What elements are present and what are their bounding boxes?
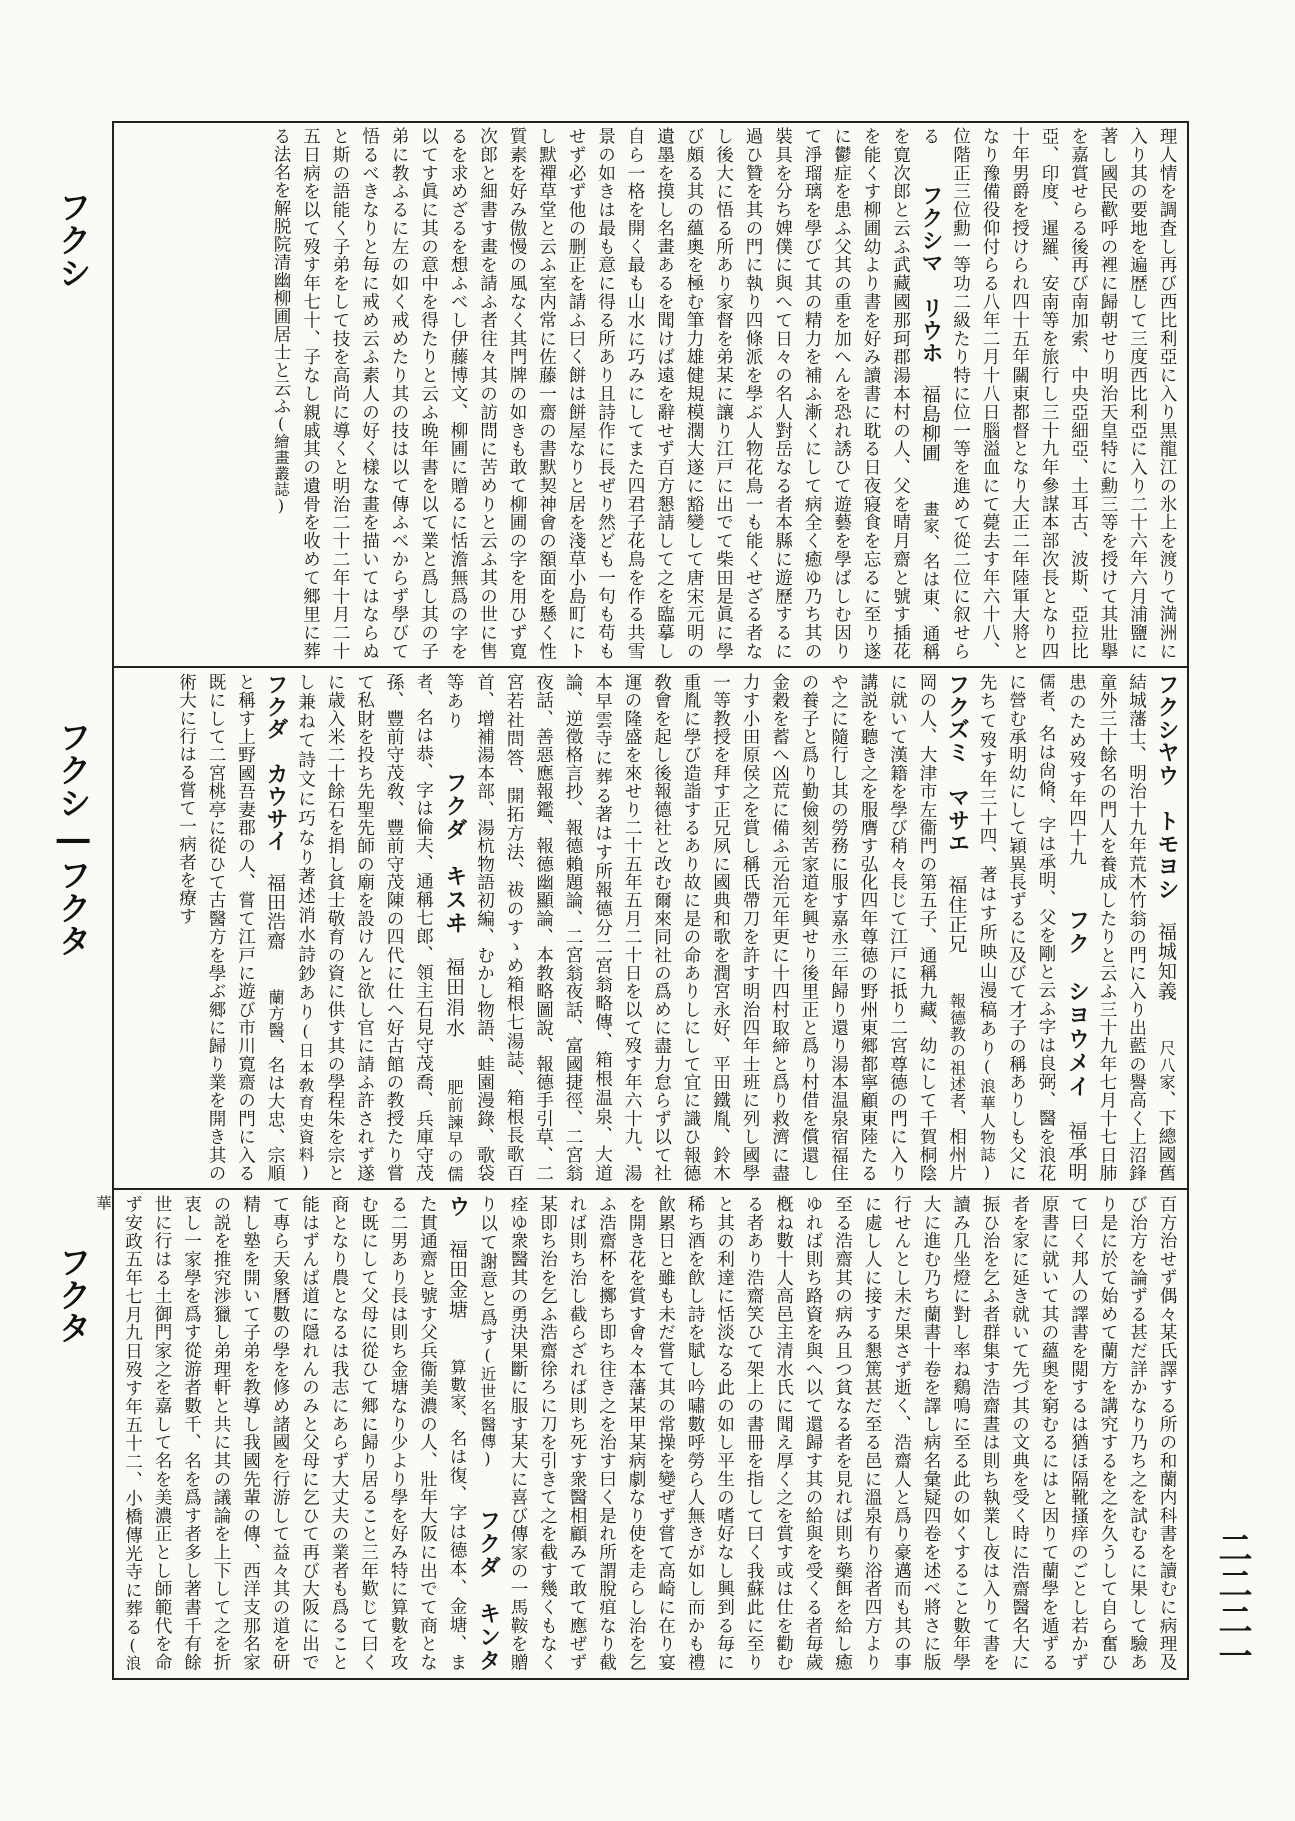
dictionary-entry: フク シヨウメイ 福承明 儒者、名は尙脩、字は承明、父を剛と云ふ字は良弼、醫を浪花に營む承明幼にして穎異長ずるに及びて才子の稱ありしも父に先ちて歿す年三十四、著はす所映山漫稿あり(浪華人物誌)	[977, 673, 1090, 1183]
entry-reading: フクシマ リウホ	[918, 183, 943, 364]
running-head-bottom: フクタ	[53, 1245, 93, 1344]
entry-source: (日本敎育史資料)	[296, 1022, 315, 1182]
continued-entry-source: (近世名醫傳)	[478, 1346, 497, 1469]
dictionary-entry: フクダ キンタウ 福田金塘 算數家、名は復、字は德本、金塘、また貫通齋と號す父兵衞美濃の人、壯年大阪に出でて商となる二男あり長は則ち金塘なり少より學を好み特に算數を攻む既にして父母に從ひて郷に歸り居ること三年歎じて曰く商となり農となるは我志にあらず大丈夫の業者も爲ること能はずんば道に隱れんのみと父母に乞ひて再び大阪に出でて專ら天象曆數の學を修め諸國を行游して益々其の道を研精し塾を開いて子弟を教導し我國先輩の傳、西洋支那名家の説を推究渉獵し弟理軒と共に其の議論を上下して之を折衷し一家學を爲す從游者數千、名を爲す者多し著書千有餘世に行はる土御門家之を嘉して名を美濃正とし師範代を命ず安政五年七月九日歿す年五十二、小橋傳光寺に葬る(浪華	[94, 1195, 501, 1672]
entry-text: 名は復、字は德本、金塘、また貫通齋と號す父兵衞美濃の人、壯年大阪に出でて商となる二男あり長は則ち金塘なり少より學を好み特に算數を攻む既にして父母に從ひて郷に歸り居ること三年歎じて曰く商となり農となるは我志にあらず大丈夫の業者も爲ること能はずんば道に隱れんのみと父母に乞ひて再び大阪に出でて專ら天象曆數の學を修め諸國を行游して益々其の道を研精し塾を開いて子弟を教導し我國先輩の傳、西洋支那名家の説を推究渉獵し弟理軒と共に其の議論を上下して之を折衷し一家學を爲す從游者數千、名を爲す者多し著書千有餘世に行はる土御門家之を嘉して名を美濃正とし師範代を命ず安政五年七月九日歿す年五十二、小橋傳光寺に葬る	[122, 1195, 467, 1672]
entry-category: 尺八家	[1157, 1040, 1176, 1091]
dictionary-entry: フクダ カウサイ 福田浩齋 蘭方醫、名は大忠、宗順と稱す上野國吾妻郡の人、嘗て江戸に遊び市川寛齋の門に入る既にして二宮桃亭に從ひて古醫方を學ぶ郷に歸り業を開き其の術大に行はる嘗て一病者を療す	[176, 673, 288, 1183]
entry-text: 名は尙脩、字は承明、父を剛と云ふ字は良弼、醫を浪花に營む承明幼にして穎異長ずるに及びて才子の稱ありしも父に先ちて歿す年三十四、著はす所映山漫稿あり	[977, 673, 1056, 1183]
running-head-middle: フクシ―フクタ	[53, 720, 93, 957]
entry-reading: フクズミ マサエ	[944, 673, 970, 855]
entry-text: 相州片岡の人、大津市左衞門の第五子、通稱九藏、幼にして千賀桐陰に就いて漢籍を學び稍々長じて江戸に抵り二宮尊德の門に入り講説を聽き之を服膺す弘化四年尊德の野州東郷都寧顧東陸たるや之に隨行し其の勞務に服す嘉永三年歸り還り湯本温泉宿福住の養子と爲り勤儉刻苦家道を興せり後里正と爲り村借を償還し金穀を蓄へ凶荒に備ふ元治元年更に十四村取締と爲り救濟に盡力す小田原侯之を賞し稱氏帶刀を許す明治四年士班に列し國學一等教授を拜す正兄夙に國典和歌を潤宮永好、平田鐵胤、鈴木重胤に學び造詣するあり故に是の命ありしにして宜に識ひ報德敎會を起し後報德社と改む爾來同社の爲めに盡力怠らず以て社運の隆盛を來せり二十五年五月二十日を以て歿す年六十九、湯本早雲寺に葬る著はす所報德分二宮翁略傳、箱根温泉、大道論、逆徵格言抄、報德賴題論、二宮翁夜話、富國捷徑、二宮翁夜話、善惡應報鑑、報德幽顯論、本教略圖說、報德手引草、二宮若社問答、開拓方法、祓のすゝめ箱根七湯誌、箱根長歌百首、增補湯本部、湯杭物語初編、むかし物語、蛙園漫錄、歌袋等あり	[444, 673, 967, 1183]
entry-reading: フク シヨウメイ	[1064, 908, 1090, 1100]
dictionary-entry: フクシマ リウホ 福島柳圃 畫家、名は東、通稱を寛次郎と云ふ武藏國那珂郡湯本村の人、父を晴月齋と號す插花を能くす柳圃幼より書を好み讀書に耽る日夜寢食を忘るに至り遂に鬱症を患ふ父其の重を加へんを恐れ誘ひて遊藝を學ばしむ因りて淨瑠璃を學びて其の精力を補ふ漸くにして病全く癒ゆ乃ち其の裝具を分ち婢僕に與へて日々の名人對岳なる者本縣に遊歷するに過ひ贊を其の門に執り四條派を學ぶ人物花鳥一も能くせざる者なし後大に悟る所あり家督を弟某に讓り江戸に出でて柴田是眞に學び頗る其の蘊奧を極む筆力雄健規模濶大遂に豁變して唐宋元明の遺墨を摸し名畫あるを聞けば遠を辭せず百方懇請して之を臨摹し自ら一格を開く最も山水に巧みにしてまた四君子花鳥を作る共雪景の如きは最も意に得る所あり且詩作に長ぜり然ども一句も苟もせず必ず他の删正を請ふ曰く餅は餅屋なりと居を淺草小島町にトし默禪草堂と云ふ室内常に佐藤一齋の書默契神會の額面を懸く性質素を好み傲慢の風なく其門牌の如きも敢て柳圃の字を用ひず寛次郎と細書す畫を請ふ者往々其の訪問に苦めりと云ふ其の世に售るを求めざるを想ふべし伊藤博文、柳圃に贈るに恬澹無爲の字を以てす眞に其の意中を得たりと云ふ晩年書を以て業と爲し其の子弟に教ふるに左の如く戒めたり其の技は以て傳ふべからず學びて悟るべきなりと毎に戒め云ふ素人の好く樣な畫を描いてはならぬと斯の語能く子弟をして技を高尚に導くと明治二十二年十月二十五日病を以て歿す年七十、子なし親戚其の遺骨を收めて郷里に葬る法名を解脱院清幽柳圃居士と云ふ(繪畫叢誌)	[271, 127, 943, 661]
dictionary-entry: フクズミ マサエ 福住正兄 報德教の祖述者、相州片岡の人、大津市左衞門の第五子、通稱九藏、幼にして千賀桐陰に就いて漢籍を學び稍々長じて江戸に抵り二宮尊德の門に入り講説を聽き之を服膺す弘化四年尊德の野州東郷都寧顧東陸たるや之に隨行し其の勞務に服す嘉永三年歸り還り湯本温泉宿福住の養子と爲り勤儉刻苦家道を興せり後里正と爲り村借を償還し金穀を蓄へ凶荒に備ふ元治元年更に十四村取締と爲り救濟に盡力す小田原侯之を賞し稱氏帶刀を許す明治四年士班に列し國學一等教授を拜す正兄夙に國典和歌を潤宮永好、平田鐵胤、鈴木重胤に學び造詣するあり故に是の命ありしにして宜に識ひ報德敎會を起し後報德社と改む爾來同社の爲めに盡力怠らず以て社運の隆盛を來せり二十五年五月二十日を以て歿す年六十九、湯本早雲寺に葬る著はす所報德分二宮翁略傳、箱根温泉、大道論、逆徵格言抄、報德賴題論、二宮翁夜話、富國捷徑、二宮翁夜話、善惡應報鑑、報德幽顯論、本教略圖說、報德手引草、二宮若社問答、開拓方法、祓のすゝめ箱根七湯誌、箱根長歌百首、增補湯本部、湯杭物語初編、むかし物語、蛙園漫錄、歌袋等あり	[444, 673, 970, 1183]
entry-text: 名は大忠、宗順と稱す上野國吾妻郡の人、嘗て江戸に遊び市川寛齋の門に入る既にして二宮桃亭に從ひて古醫方を學ぶ郷に歸り業を開き其の術大に行はる嘗て一病者を療す	[176, 673, 285, 1183]
entry-name: 福承明	[1065, 1120, 1088, 1183]
entry-reading: フクダ カウサイ	[263, 673, 288, 853]
middle-section	[118, 673, 1181, 1182]
entry-name: 福住正兄	[945, 874, 968, 954]
entry-category: 報德教の祖述者	[947, 992, 967, 1110]
entry-name: 福田浩齋	[264, 872, 286, 951]
entry-text: 下總國舊結城藩士、明治十九年荒木竹翁の門に入り出藍の譽高く上沼鋒童外三十餘名の門人を養成したりと云ふ三十九年七月十七日肺患のため歿す年四十九	[1066, 673, 1176, 1182]
continued-entry-text: 百方治せず偶々某氏譯する所の和蘭内科書を讀むに病理及び治方を論ずる甚だ詳かなり乃ち之を試むるに果して驗あり是に於て始めて蘭方を講究するを之を久うして自ら奮ひて曰く邦人の譯書を閲するは猶ほ隔靴搔痒のごとし若かず原書に就いて其の蘊奥を窮むるにはと因りて蘭學を遁ずる者を家に延き就いて先づ其の文典を受く時に浩齋醫名大に振ひ治を乞ふ者群集す浩齋晝は則ち執業し夜は入りて書を讀み几坐燈に對し率ね鷄鳴に至る此の如くすること數年學大に進む乃ち蘭書十卷を譯し病名彙疑四卷を述べ將さに版行せんとし未だ果さず逝く、浩齋人と爲り豪邁而も其の事に處し人に接する懇篤甚だ至る邑に溫泉有り浴者四方より至る浩齋其の病み且つ貧なる者を見れば則ち藥餌を給し癒ゆれば則ち路資を與へ以て還歸す其の給與を受くる者毎歲槪ね數十人高邑主清水氏に聞え厚く之を賞す或は仕を勸むる者あり浩齋笑ひて架上の書冊を指して曰く我蘇此に至りと其の利達に恬淡なる此の如し平生の嗜好なし興到る毎に稀ち酒を飮し詩を賦し吟嘯數呼勞ら人無きが如し而かも禮飮累日と雖も未だ嘗て其の常操を變ぜず嘗て高崎に在り宴を開き花を賞す會々本藩某甲某病劇なり使を走らし治を乞ふ浩齋杯を擲ち即ち往き之を治す曰く是れ所謂脫疽なり截れば則ち治し截らざれば則ち死す衆醫相顧みて敢て應ぜず某即ち治を乞ふ浩齋徐ろに刀を引きて之を截す幾くもなく痊ゆ衆醫其の勇決果斷に服す某大に喜び傳家の一馬鞍を贈り以て謝意と爲す	[477, 1195, 1177, 1671]
entry-reading: フクシヤウ トモヨシ	[1154, 673, 1179, 901]
bottom-section	[94, 1195, 1181, 1672]
entry-category: 畫家	[921, 500, 940, 534]
dictionary-entry: フクダ キスヰ 福田涓水 肥前諫早の儒者、名は恭、字は倫夫、通稱七郎、領主石見守茂喬、兵庫守茂孫、豐前守茂敎、豐前守茂陳の四代に仕へ好古館の教授たり嘗て私財を投ち先聖先師の廟を設けんと欲し官に請ふ許されず遂に歳入米二十餘石を捐し貧士敬育の資に供す其の學程朱を宗とし兼ねて詩文に巧なり著述消水詩鈔あり(日本敎育史資料)	[295, 673, 467, 1183]
entry-source: (繪畫叢誌)	[272, 415, 290, 516]
entry-name: 福城知義	[1155, 921, 1177, 1001]
entry-source: (浪華	[94, 1195, 142, 1672]
entry-category: 肥前諫早の儒者	[414, 673, 464, 1183]
entry-name: 福田涓水	[443, 956, 465, 1038]
entry-reading: フクダ キスヰ	[442, 770, 467, 935]
dictionary-entry: フクシヤウ トモヨシ 福城知義 尺八家、下總國舊結城藩士、明治十九年荒木竹翁の門に入り出藍の譽高く上沼鋒童外三十餘名の門人を養成したりと云ふ三十九年七月十七日肺患のため歿す年四十九	[1066, 673, 1179, 1182]
entry-reading: フクダ キンタウ	[445, 1195, 501, 1672]
entry-category: 儒者	[1037, 673, 1056, 707]
section-divider-1	[112, 666, 1189, 668]
entry-name: 福島柳圃	[919, 384, 941, 462]
top-section	[118, 127, 1181, 660]
section-divider-2	[112, 1188, 1189, 1190]
entry-text: 名は東、通稱を寛次郎と云ふ武藏國那珂郡湯本村の人、父を晴月齋と號す插花を能くす柳圃幼より書を好み讀書に耽る日夜寢食を忘るに至り遂に鬱症を患ふ父其の重を加へんを恐れ誘ひて遊藝を學ばしむ因りて淨瑠璃を學びて其の精力を補ふ漸くにして病全く癒ゆ乃ち其の裝具を分ち婢僕に與へて日々の名人對岳なる者本縣に遊歷するに過ひ贊を其の門に執り四條派を學ぶ人物花鳥一も能くせざる者なし後大に悟る所あり家督を弟某に讓り江戸に出でて柴田是眞に學び頗る其の蘊奧を極む筆力雄健規模濶大遂に豁變して唐宋元明の遺墨を摸し名畫あるを聞けば遠を辭せず百方懇請して之を臨摹し自ら一格を開く最も山水に巧みにしてまた四君子花鳥を作る共雪景の如きは最も意に得る所あり且詩作に長ぜり然ども一句も苟もせず必ず他の删正を請ふ曰く餅は餅屋なりと居を淺草小島町にトし默禪草堂と云ふ室内常に佐藤一齋の書默契神會の額面を懸く性質素を好み傲慢の風なく其門牌の如きも敢て柳圃の字を用ひず寛次郎と細書す畫を請ふ者往々其の訪問に苦めりと云ふ其の世に售るを求めざるを想ふべし伊藤博文、柳圃に贈るに恬澹無爲の字を以てす眞に其の意中を得たりと云ふ晩年書を以て業と爲し其の子弟に教ふるに左の如く戒めたり其の技は以て傳ふべからず學びて悟るべきなりと毎に戒め云ふ素人の好く樣な畫を描いてはならぬと斯の語能く子弟をして技を高尚に導くと明治二十二年十月二十五日病を以て歿す年七十、子なし親戚其の遺骨を收めて郷里に葬る法名を解脱院清幽柳圃居士と云ふ	[271, 127, 940, 661]
entry-category: 蘭方醫	[266, 988, 285, 1038]
running-head-top: フクシ	[53, 190, 93, 289]
entry-source: (浪華人物誌)	[978, 1058, 996, 1182]
entry-text: 名は恭、字は倫夫、通稱七郎、領主石見守茂喬、兵庫守茂孫、豐前守茂敎、豐前守茂陳の四代に仕へ好古館の教授たり嘗て私財を投ち先聖先師の廟を設けんと欲し官に請ふ許されず遂に歳入米二十餘石を捐し貧士敬育の資に供す其の學程朱を宗とし兼ねて詩文に巧なり著述消水詩鈔あり	[295, 673, 434, 1183]
entry-category: 算數家	[448, 1359, 467, 1411]
entry-name: 福田金塘	[446, 1239, 468, 1320]
page-number: 二二二一	[1212, 1530, 1252, 1674]
continued-entry-text: 理人情を調査し再び西比利亞に入り黒龍江の氷上を渡りて満洲に入り其の要地を遍歴して三度西比利亞に入り二十六年六月浦鹽に著し國民歡呼の裡に歸朝せり明治天皇特に勳三等を授けて其壯擧を嘉賞せらる後再び南加索、中央亞細亞、土耳古、波斯、亞拉比亞、印度、暹羅、安南等を旅行し三十九年參謀本部次長となり四十年男爵を授けられ四十五年關東都督となり大正二年陸軍大將となり豫備役仰付らる八年二月十八日腦溢血にて薨去す年六十八、位階正三位勳一等功二級たり特に位一等を進めて從二位に叙せらる	[920, 127, 1177, 660]
